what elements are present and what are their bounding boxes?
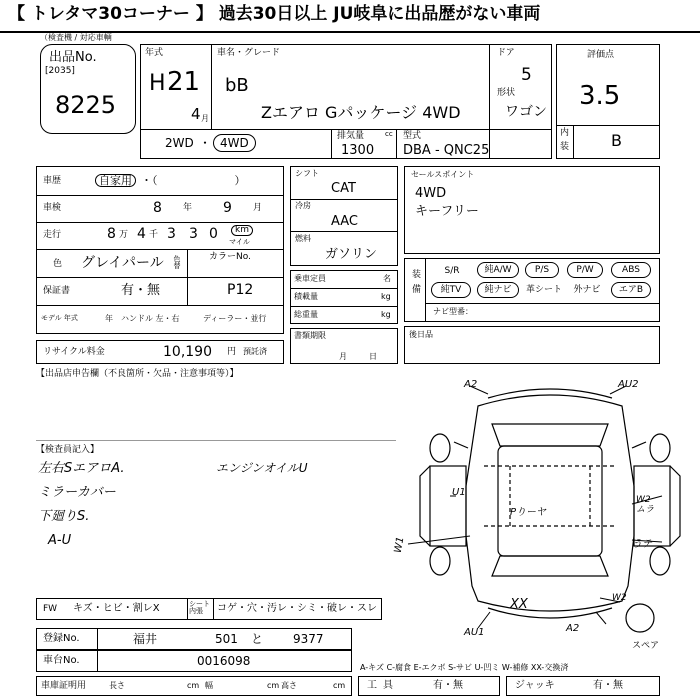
recycle-note: 預託済 bbox=[243, 347, 267, 356]
drive-sep: ・ bbox=[199, 136, 212, 150]
recycle-unit: 円 bbox=[227, 347, 237, 357]
mark-ute: うテ bbox=[632, 539, 652, 550]
arrival-label: 後日品 bbox=[409, 330, 433, 339]
inspector-note-3: 下廻りS. bbox=[38, 509, 90, 524]
equipment-label: 装備 bbox=[410, 269, 420, 299]
chassis-label: 車台No. bbox=[43, 655, 80, 666]
shift-value: CAT bbox=[331, 181, 356, 196]
model-grade: Zエアロ Gパッケージ 4WD bbox=[261, 103, 461, 122]
ac-value: AAC bbox=[331, 214, 358, 229]
equip-ext-navi: 外ナビ bbox=[573, 285, 601, 295]
details-box bbox=[36, 166, 284, 334]
lot-code: [2035] bbox=[45, 66, 75, 76]
inspection-label: 車検 bbox=[43, 203, 62, 213]
mark-a2-bottom: A2 bbox=[566, 623, 580, 634]
banner bbox=[0, 0, 700, 30]
color-label: 色 bbox=[53, 259, 63, 269]
history-label: 車歴 bbox=[43, 176, 62, 186]
equip-pw: P/W bbox=[567, 262, 603, 278]
sales-points-label: セールスポイント bbox=[411, 170, 475, 179]
chassis-value: 0016098 bbox=[197, 654, 251, 668]
score-box bbox=[556, 44, 660, 159]
doors-label: ドア bbox=[497, 48, 515, 58]
chassis-row bbox=[36, 650, 352, 672]
model-code-value: DBA - QNC25 bbox=[403, 143, 490, 158]
displacement-value: 1300 bbox=[341, 143, 375, 158]
recycle-box bbox=[36, 340, 284, 364]
color-code: P12 bbox=[227, 282, 254, 298]
tools-value: 有・無 bbox=[433, 680, 463, 691]
mark-xx: XX bbox=[510, 597, 528, 612]
body-type-label: 形状 bbox=[497, 88, 516, 98]
equip-sr: S/R bbox=[444, 266, 460, 276]
sales-points-line2: キーフリー bbox=[415, 204, 479, 219]
color-side: 色替 bbox=[173, 255, 181, 269]
body-type-value: ワゴン bbox=[505, 104, 547, 120]
legend: A-キズ C-腐食 E-エクボ S-サビ U-凹ミ W-補修 XX-交換済 bbox=[360, 663, 569, 672]
arrival-box bbox=[404, 326, 660, 364]
cert-unit-2: cm bbox=[267, 681, 280, 690]
year-label: 年式 bbox=[145, 48, 164, 58]
mark-pu: Pりーヤ bbox=[510, 507, 547, 518]
registration-row bbox=[36, 628, 352, 650]
capacity-box bbox=[290, 270, 398, 324]
capacity-l1: 乗車定員 bbox=[294, 274, 326, 283]
registration-label: 登録No. bbox=[43, 633, 80, 644]
capacity-u1: 名 bbox=[383, 274, 391, 283]
inspection-month-unit: 月 bbox=[253, 203, 263, 213]
mark-spare: スペア bbox=[632, 641, 660, 651]
fw-row bbox=[36, 598, 382, 620]
warranty-value: 有・無 bbox=[121, 283, 161, 298]
jack-label: ジャッキ bbox=[515, 680, 555, 691]
displacement-label: 排気量 bbox=[337, 131, 365, 141]
ac-label: 冷房 bbox=[295, 201, 311, 210]
warranty-label: 保証書 bbox=[43, 286, 71, 296]
fuel-value: ガソリン bbox=[325, 247, 378, 262]
score-value: 3.5 bbox=[579, 81, 621, 111]
sales-points-line1: 4WD bbox=[415, 186, 447, 201]
cert-label: 車庫証明用 bbox=[41, 681, 87, 691]
mileage-man-unit: 万 bbox=[119, 230, 129, 240]
cert-unit-1: cm bbox=[187, 681, 200, 690]
registration-kana: と bbox=[251, 632, 264, 646]
mark-w1: W1 bbox=[392, 535, 407, 554]
mileage-unit-km: km bbox=[231, 225, 253, 236]
mileage-d1: 3 bbox=[167, 226, 176, 242]
mileage-label: 走行 bbox=[43, 230, 62, 240]
equipment-box bbox=[404, 258, 660, 322]
shift-label: シフト bbox=[295, 169, 319, 178]
lot-box bbox=[40, 44, 136, 134]
mileage-man: 8 bbox=[107, 226, 116, 242]
equip-tv: 純TV bbox=[431, 282, 471, 298]
doc-deadline-box bbox=[290, 328, 398, 364]
shift-box bbox=[290, 166, 398, 266]
handle: ハンドル 左・右 bbox=[121, 314, 180, 323]
inspection-year: 8 bbox=[153, 200, 162, 216]
interior-value: B bbox=[611, 131, 622, 150]
jack-row bbox=[506, 676, 660, 696]
inspection-year-unit: 年 bbox=[183, 203, 193, 213]
drive-2wd: 2WD bbox=[165, 136, 194, 150]
recycle-label: リサイクル料金 bbox=[43, 347, 105, 357]
mileage-sen: 4 bbox=[137, 226, 146, 242]
model-name: bB bbox=[225, 75, 249, 96]
main-info-box bbox=[140, 44, 552, 159]
lot-label: 出品No. bbox=[49, 50, 97, 65]
equip-leather: 革シート bbox=[525, 285, 562, 295]
cert-unit-3: cm bbox=[333, 681, 346, 690]
mileage-d3: 0 bbox=[209, 226, 218, 242]
doors-value: 5 bbox=[521, 65, 532, 85]
year-era: H bbox=[149, 71, 166, 96]
capacity-l2: 積載量 bbox=[294, 292, 318, 301]
year-month-unit: 月 bbox=[201, 114, 209, 123]
capacity-u2: kg bbox=[381, 292, 391, 301]
cert-length: 長さ bbox=[109, 681, 125, 690]
model-year-label: モデル 年式 bbox=[41, 314, 78, 322]
history-value: 自家用 bbox=[95, 174, 136, 187]
car-damage-diagram bbox=[400, 376, 700, 646]
inspector-label: 【検査員記入】 bbox=[36, 445, 100, 455]
interior-label-1: 内 bbox=[560, 128, 570, 138]
registration-class: 501 bbox=[215, 632, 238, 646]
fw-label: FW bbox=[43, 604, 58, 614]
doc-deadline-label: 書類期限 bbox=[294, 331, 326, 340]
mileage-sen-unit: 千 bbox=[149, 230, 159, 240]
score-label: 評価点 bbox=[587, 50, 615, 60]
jack-value: 有・無 bbox=[593, 680, 623, 691]
year-month: 4 bbox=[191, 105, 201, 123]
model-label: 車名・グレード bbox=[217, 48, 281, 58]
mark-au2: AU2 bbox=[618, 379, 639, 390]
displacement-unit: cc bbox=[385, 130, 393, 138]
equip-airbag: エアB bbox=[611, 282, 651, 298]
equip-ps: P/S bbox=[525, 262, 559, 278]
navi-model: ナビ型番： bbox=[433, 307, 473, 316]
model-year-unit: 年 bbox=[105, 314, 113, 323]
registration-place: 福井 bbox=[133, 632, 158, 646]
recycle-value: 10,190 bbox=[163, 344, 212, 360]
equip-aw: 純A/W bbox=[477, 262, 519, 278]
equip-abs: ABS bbox=[611, 262, 651, 278]
doc-deadline-unit: 月日 bbox=[339, 352, 399, 361]
tools-label: 工具 bbox=[367, 680, 399, 691]
mark-mura: ムラ bbox=[636, 505, 655, 515]
equip-navi: 純ナビ bbox=[477, 282, 519, 298]
mileage-d2: 3 bbox=[189, 226, 198, 242]
mileage-unit-mile: マイル bbox=[229, 238, 250, 246]
lot-number: 8225 bbox=[55, 91, 117, 119]
inspector-note-1: 左右SエアロA. bbox=[38, 461, 125, 476]
history-rest: ・（ ） bbox=[141, 174, 246, 187]
seat-label: シート 内張 bbox=[189, 600, 210, 615]
tools-row bbox=[358, 676, 500, 696]
registration-number: 9377 bbox=[293, 632, 324, 646]
fuel-label: 燃料 bbox=[295, 234, 311, 243]
seat-rest: コゲ・穴・汚レ・シミ・破レ・スレ bbox=[217, 603, 377, 614]
color-code-label: カラーNo. bbox=[209, 252, 251, 262]
capacity-u3: kg bbox=[381, 310, 391, 319]
mark-a2-top: A2 bbox=[464, 379, 478, 390]
year-value: 21 bbox=[167, 67, 201, 97]
color-value: グレイパール bbox=[81, 255, 164, 271]
mark-w2-right: W2 bbox=[636, 495, 651, 505]
subtitle: （検査機 / 対応車輌 bbox=[40, 33, 112, 42]
sales-points-box bbox=[404, 166, 660, 254]
inspector-note-4: A-U bbox=[48, 533, 72, 548]
interior-label-2: 装 bbox=[560, 142, 570, 152]
dealer: ディーラー・並行 bbox=[203, 314, 267, 323]
cert-height: 高さ bbox=[281, 681, 297, 690]
cert-row bbox=[36, 676, 352, 696]
mark-au1: AU1 bbox=[464, 627, 485, 638]
model-code-label: 型式 bbox=[403, 131, 422, 141]
fw-rest: キズ・ヒビ・割レX bbox=[73, 603, 160, 614]
drive-4wd: 4WD bbox=[213, 134, 256, 152]
inspector-note-right: エンジンオイルU bbox=[216, 461, 308, 475]
mark-u1: U1 bbox=[452, 487, 466, 498]
inspector-note-2: ミラーカバー bbox=[38, 485, 116, 500]
inspection-month: 9 bbox=[223, 200, 232, 216]
mark-w2-bottom: W2 bbox=[612, 593, 627, 603]
banner-text: 【 トレタマ30コーナー 】 過去30日以上 JU岐阜に出品歴がない車両 bbox=[8, 4, 541, 24]
cert-width: 幅 bbox=[205, 681, 213, 690]
seller-notes-label: 【出品店申告欄（不良箇所・欠品・注意事項等）】 bbox=[36, 369, 239, 379]
capacity-l3: 総重量 bbox=[294, 310, 318, 319]
